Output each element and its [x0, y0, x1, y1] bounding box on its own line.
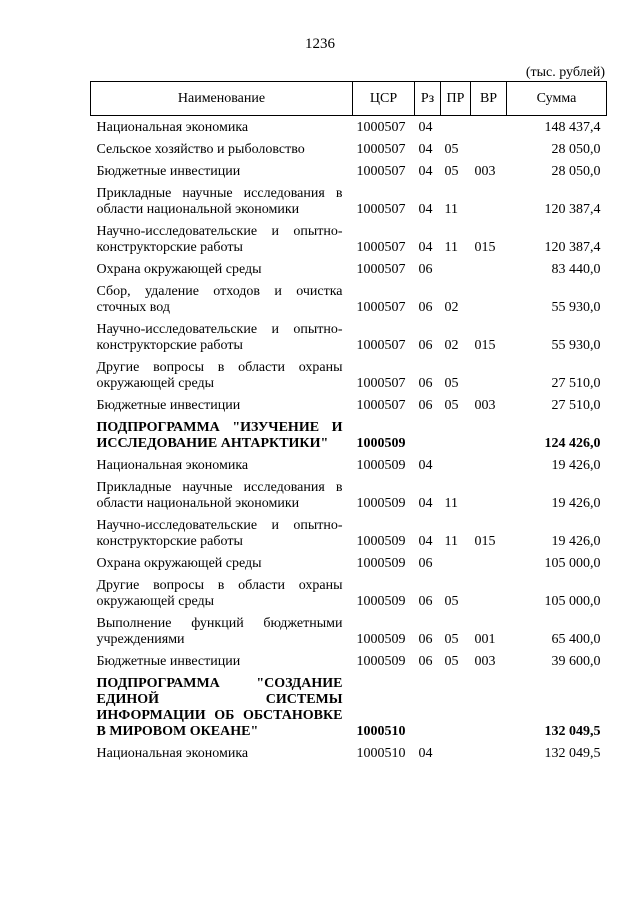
- row-csr-cell: 1000507: [356, 202, 406, 217]
- table-row: [91, 395, 607, 417]
- row-rz-cell: 06: [418, 654, 433, 669]
- row-rz-cell: 04: [418, 496, 433, 511]
- row-name-cell: Национальная экономика: [96, 120, 249, 135]
- row-csr-cell: 1000507: [356, 338, 406, 353]
- row-pr-cell: 05: [444, 164, 459, 179]
- row-csr-cell: 1000510: [356, 746, 406, 761]
- row-rz-cell: 06: [418, 338, 433, 353]
- row-pr-cell: 11: [444, 496, 458, 511]
- row-csr-cell: 1000509: [356, 556, 406, 571]
- row-sum-cell: 55 930,0: [551, 300, 601, 315]
- table-row: [91, 281, 607, 319]
- row-pr-cell: [441, 417, 471, 455]
- row-csr-cell: 1000510: [356, 724, 406, 739]
- table-row: [91, 161, 607, 183]
- row-name-cell: Сбор, удаление отходов и очистка сточных вод: [96, 284, 343, 315]
- row-name-cell: Прикладные научные исследования в области национальной экономики: [96, 186, 343, 217]
- row-vr-cell: [471, 183, 507, 221]
- row-vr-cell: [471, 673, 507, 743]
- row-vr-cell: [471, 116, 507, 140]
- row-sum-cell: 105 000,0: [544, 594, 601, 609]
- row-sum-cell: 148 437,4: [544, 120, 601, 135]
- row-sum-cell: 28 050,0: [551, 164, 601, 179]
- row-name-cell: Другие вопросы в области охраны окружающей среды: [96, 578, 343, 609]
- row-vr-cell: 003: [474, 398, 496, 413]
- units-label: (тыс. рублей): [525, 65, 605, 80]
- table-row: [91, 613, 607, 651]
- row-sum-cell: 120 387,4: [544, 240, 601, 255]
- row-vr-cell: [471, 357, 507, 395]
- row-rz-cell: 04: [418, 202, 433, 217]
- row-name-cell: ПОДПРОГРАММА "ИЗУЧЕНИЕ И ИССЛЕДОВАНИЕ АНТАРКТИКИ": [96, 420, 343, 451]
- row-vr-cell: [471, 455, 507, 477]
- row-rz-cell: 06: [418, 632, 433, 647]
- row-vr-cell: 003: [474, 654, 496, 669]
- header-vr: ВР: [471, 82, 507, 116]
- table-header-row: [91, 82, 607, 116]
- table-row: [91, 575, 607, 613]
- row-name-cell: Сельское хозяйство и рыболовство: [96, 142, 305, 157]
- row-sum-cell: 120 387,4: [544, 202, 601, 217]
- row-pr-cell: [441, 116, 471, 140]
- row-sum-cell: 27 510,0: [551, 398, 601, 413]
- row-rz-cell: 06: [418, 398, 433, 413]
- row-csr-cell: 1000507: [356, 262, 406, 277]
- row-name-cell: Охрана окружающей среды: [96, 262, 262, 277]
- row-pr-cell: 05: [444, 398, 459, 413]
- row-pr-cell: [441, 259, 471, 281]
- row-csr-cell: 1000507: [356, 300, 406, 315]
- row-sum-cell: 124 426,0: [544, 436, 601, 451]
- header-sum: Сумма: [507, 82, 607, 116]
- row-sum-cell: 27 510,0: [551, 376, 601, 391]
- row-sum-cell: 19 426,0: [551, 534, 601, 549]
- row-csr-cell: 1000509: [356, 436, 406, 451]
- row-vr-cell: 003: [474, 164, 496, 179]
- row-pr-cell: 02: [444, 300, 459, 315]
- row-sum-cell: 65 400,0: [551, 632, 601, 647]
- row-vr-cell: [471, 281, 507, 319]
- row-rz-cell: 06: [418, 262, 433, 277]
- row-pr-cell: 11: [444, 202, 458, 217]
- row-sum-cell: 28 050,0: [551, 142, 601, 157]
- row-csr-cell: 1000509: [356, 534, 406, 549]
- subprogram-row: [91, 673, 607, 743]
- header-csr: ЦСР: [353, 82, 415, 116]
- row-pr-cell: 02: [444, 338, 459, 353]
- row-name-cell: Прикладные научные исследования в области национальной экономики: [96, 480, 343, 511]
- row-pr-cell: 11: [444, 534, 458, 549]
- table-row: [91, 259, 607, 281]
- row-csr-cell: 1000509: [356, 496, 406, 511]
- table-row: [91, 319, 607, 357]
- table-row: [91, 455, 607, 477]
- row-sum-cell: 39 600,0: [551, 654, 601, 669]
- table-row: [91, 357, 607, 395]
- row-rz-cell: 04: [418, 240, 433, 255]
- row-name-cell: Национальная экономика: [96, 458, 249, 473]
- row-csr-cell: 1000509: [356, 632, 406, 647]
- row-csr-cell: 1000507: [356, 164, 406, 179]
- row-csr-cell: 1000509: [356, 654, 406, 669]
- page-number: 1236: [305, 36, 335, 52]
- table-row: [91, 651, 607, 673]
- row-rz-cell: 04: [418, 164, 433, 179]
- table-row: [91, 139, 607, 161]
- row-vr-cell: [471, 417, 507, 455]
- row-name-cell: Выполнение функций бюджетными учреждениями: [96, 616, 343, 647]
- table-row: [91, 477, 607, 515]
- row-name-cell: Бюджетные инвестиции: [96, 398, 241, 413]
- row-csr-cell: 1000507: [356, 240, 406, 255]
- table-body: [91, 116, 607, 766]
- row-csr-cell: 1000507: [356, 398, 406, 413]
- row-pr-cell: [441, 673, 471, 743]
- row-vr-cell: [471, 477, 507, 515]
- row-pr-cell: 11: [444, 240, 458, 255]
- row-rz-cell: 04: [418, 120, 433, 135]
- row-sum-cell: 19 426,0: [551, 458, 601, 473]
- row-sum-cell: 19 426,0: [551, 496, 601, 511]
- row-pr-cell: [441, 455, 471, 477]
- row-vr-cell: 001: [474, 632, 496, 647]
- row-vr-cell: [471, 259, 507, 281]
- table-row: [91, 553, 607, 575]
- row-rz-cell: [415, 673, 441, 743]
- table-row: [91, 116, 607, 140]
- row-name-cell: Другие вопросы в области охраны окружающей среды: [96, 360, 343, 391]
- row-sum-cell: 83 440,0: [551, 262, 601, 277]
- row-vr-cell: [471, 139, 507, 161]
- row-pr-cell: 05: [444, 654, 459, 669]
- row-rz-cell: 06: [418, 300, 433, 315]
- row-csr-cell: 1000507: [356, 120, 406, 135]
- row-pr-cell: 05: [444, 594, 459, 609]
- row-rz-cell: 04: [418, 746, 433, 761]
- row-sum-cell: 132 049,5: [544, 724, 601, 739]
- row-rz-cell: 04: [418, 534, 433, 549]
- table-row: [91, 515, 607, 553]
- row-csr-cell: 1000509: [356, 458, 406, 473]
- row-name-cell: Охрана окружающей среды: [96, 556, 262, 571]
- header-name: Наименование: [91, 82, 353, 116]
- row-name-cell: Научно-исследовательские и опытно-конструкторские работы: [96, 322, 343, 353]
- row-rz-cell: 06: [418, 594, 433, 609]
- row-vr-cell: 015: [474, 338, 496, 353]
- row-pr-cell: 05: [444, 632, 459, 647]
- row-vr-cell: [471, 553, 507, 575]
- row-pr-cell: 05: [444, 142, 459, 157]
- row-sum-cell: 55 930,0: [551, 338, 601, 353]
- subprogram-row: [91, 417, 607, 455]
- row-pr-cell: [441, 743, 471, 765]
- row-name-cell: ПОДПРОГРАММА "СОЗДАНИЕ ЕДИНОЙ СИСТЕМЫ ИНФОРМАЦИИ ОБ ОБСТАНОВКЕ В МИРОВОМ ОКЕАНЕ": [96, 676, 343, 739]
- row-pr-cell: [441, 553, 471, 575]
- row-rz-cell: 06: [418, 376, 433, 391]
- row-name-cell: Бюджетные инвестиции: [96, 654, 241, 669]
- row-vr-cell: 015: [474, 534, 496, 549]
- row-pr-cell: 05: [444, 376, 459, 391]
- row-vr-cell: 015: [474, 240, 496, 255]
- budget-table: [90, 81, 607, 765]
- row-name-cell: Научно-исследовательские и опытно-конструкторские работы: [96, 518, 343, 549]
- row-csr-cell: 1000509: [356, 594, 406, 609]
- table-row: [91, 221, 607, 259]
- table-row: [91, 743, 607, 765]
- row-rz-cell: 06: [418, 556, 433, 571]
- row-vr-cell: [471, 743, 507, 765]
- table-row: [91, 183, 607, 221]
- row-sum-cell: 105 000,0: [544, 556, 601, 571]
- row-csr-cell: 1000507: [356, 142, 406, 157]
- header-pr: ПР: [441, 82, 471, 116]
- row-csr-cell: 1000507: [356, 376, 406, 391]
- row-name-cell: Национальная экономика: [96, 746, 249, 761]
- row-name-cell: Бюджетные инвестиции: [96, 164, 241, 179]
- row-rz-cell: 04: [418, 458, 433, 473]
- row-rz-cell: 04: [418, 142, 433, 157]
- row-rz-cell: [415, 417, 441, 455]
- header-rz: Рз: [415, 82, 441, 116]
- row-sum-cell: 132 049,5: [544, 746, 601, 761]
- row-vr-cell: [471, 575, 507, 613]
- row-name-cell: Научно-исследовательские и опытно-конструкторские работы: [96, 224, 343, 255]
